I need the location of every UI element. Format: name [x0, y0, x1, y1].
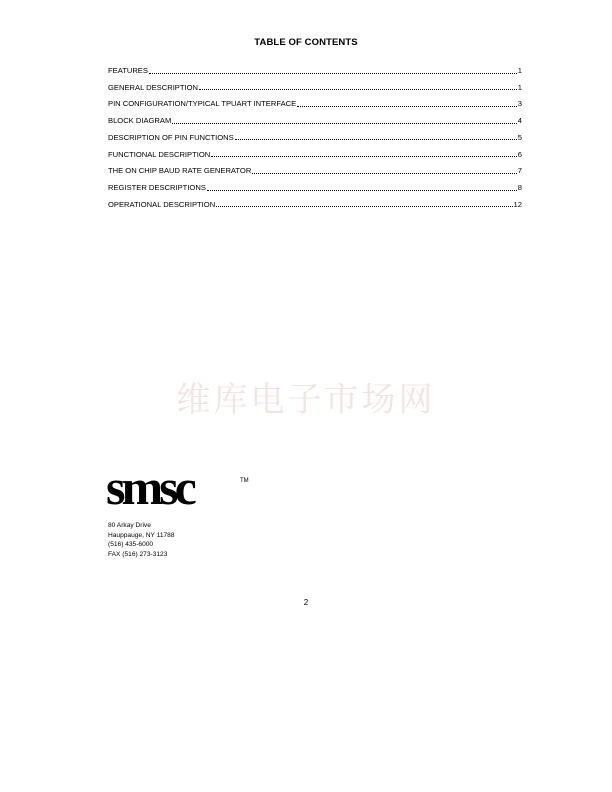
smsc-logo: [106, 466, 256, 520]
logo-text: smsc: [106, 466, 193, 515]
dot-leader: [252, 172, 516, 174]
table-of-contents: [108, 58, 522, 208]
dot-leader: [199, 88, 517, 90]
company-address: [108, 521, 174, 560]
toc-entry-features[interactable]: [108, 58, 522, 75]
toc-entry-pin-functions[interactable]: [108, 125, 522, 142]
toc-entry-register-descriptions[interactable]: [108, 175, 522, 192]
toc-entry-label: GENERAL DESCRIPTION: [108, 82, 199, 92]
toc-entry-page: 7: [517, 166, 522, 176]
toc-entry-label: FEATURES: [108, 66, 148, 76]
toc-entry-page: 8: [517, 182, 522, 192]
trademark-mark: TM: [240, 478, 249, 484]
toc-entry-baud-rate-generator[interactable]: [108, 158, 522, 175]
toc-entry-page: 3: [517, 99, 522, 109]
toc-entry-label: DESCRIPTION OF PIN FUNCTIONS: [108, 132, 234, 142]
toc-entry-page: 6: [517, 149, 522, 159]
dot-leader: [207, 189, 517, 191]
toc-entry-page: 12: [513, 199, 522, 209]
toc-entry-label: OPERATIONAL DESCRIPTION: [108, 199, 216, 209]
phone-line: (516) 435-6000: [108, 541, 154, 549]
toc-entry-block-diagram[interactable]: [108, 108, 522, 125]
dot-leader: [149, 72, 517, 74]
toc-entry-page: 4: [517, 116, 522, 126]
toc-entry-operational-description[interactable]: [108, 192, 522, 209]
toc-entry-functional-description[interactable]: [108, 141, 522, 158]
dot-leader: [297, 105, 517, 107]
toc-entry-label: FUNCTIONAL DESCRIPTION: [108, 149, 211, 159]
dot-leader: [235, 138, 517, 140]
dot-leader: [211, 155, 517, 157]
toc-entry-pin-configuration[interactable]: [108, 91, 522, 108]
dot-leader: [172, 122, 516, 124]
toc-entry-general-description[interactable]: [108, 75, 522, 92]
dot-leader: [216, 205, 512, 207]
toc-entry-page: 1: [517, 82, 522, 92]
watermark-text: 维库电子市场网: [176, 380, 436, 420]
fax-line: FAX (516) 273-3123: [108, 551, 168, 559]
page-number: 2: [303, 598, 309, 607]
toc-entry-label: THE ON CHIP BAUD RATE GENERATOR: [108, 166, 252, 176]
toc-entry-page: 5: [517, 132, 522, 142]
toc-entry-label: REGISTER DESCRIPTIONS: [108, 182, 206, 192]
address-line: Hauppauge, NY 11788: [108, 531, 175, 539]
toc-entry-label: BLOCK DIAGRAM: [108, 116, 172, 126]
toc-title: TABLE OF CONTENTS: [254, 37, 358, 48]
toc-entry-page: 1: [517, 66, 522, 76]
toc-entry-label: PIN CONFIGURATION/TYPICAL TPUART INTERFACE: [108, 99, 297, 109]
address-line: 80 Arkay Drive: [108, 522, 151, 529]
